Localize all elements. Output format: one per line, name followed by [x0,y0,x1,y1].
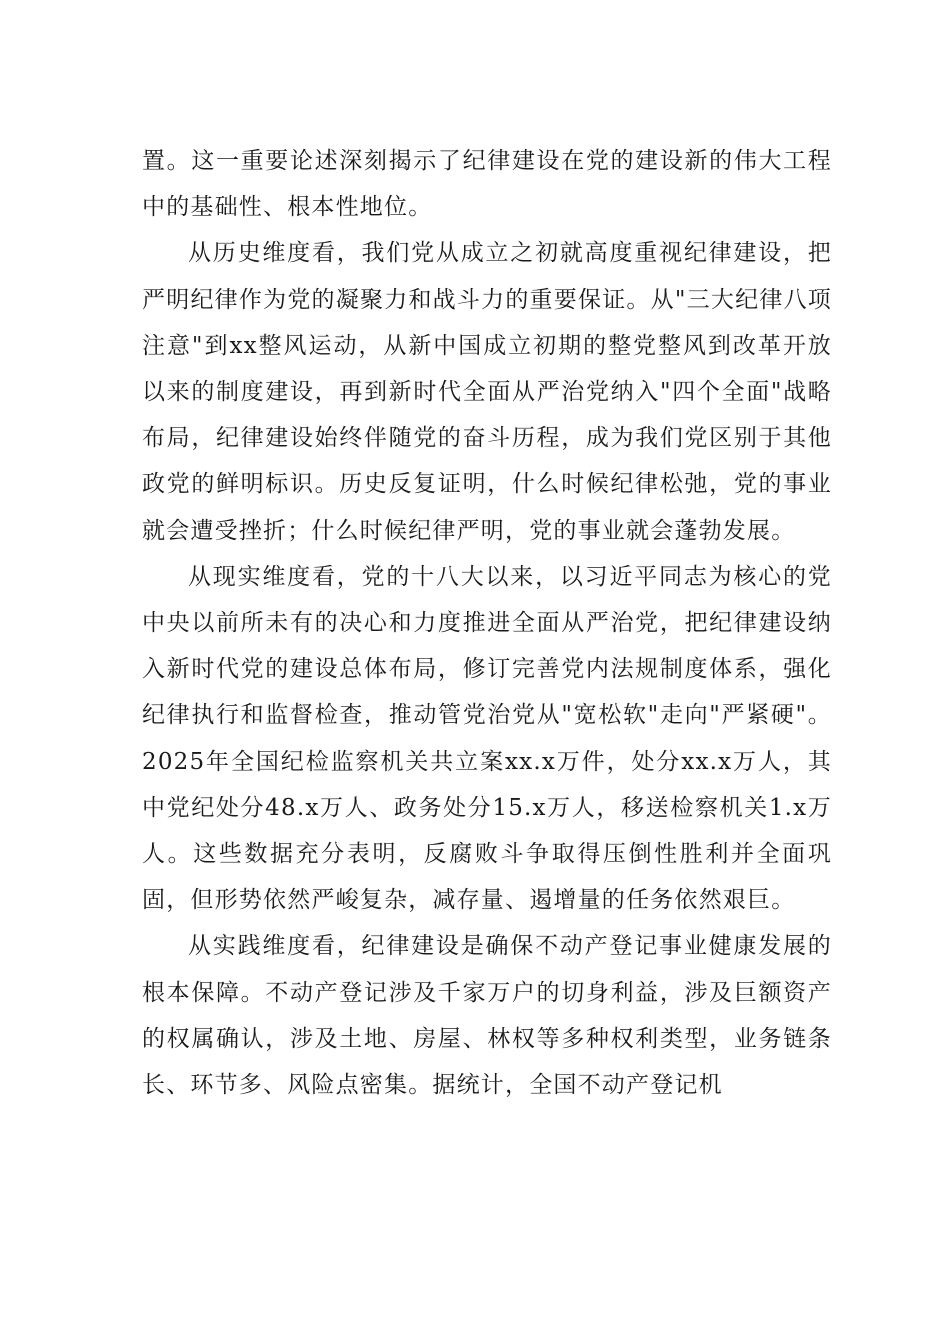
paragraph-historical-dimension: 从历史维度看，我们党从成立之初就高度重视纪律建设，把严明纪律作为党的凝聚力和战斗力的重要保证。从"三大纪律八项注意"到xx整风运动，从新中国成立初期的整党整风到改革开放以来的制度建设，再到新时代全面从严治党纳入"四个全面"战略布局，纪律建设始终伴随党的奋斗历程，成为我们党区别于其他政党的鲜明标识。历史反复证明，什么时候纪律松弛，党的事业就会遭受挫折；什么时候纪律严明，党的事业就会蓬勃发展。 [142,240,832,544]
paragraph-continuation: 置。这一重要论述深刻揭示了纪律建设在党的建设新的伟大工程中的基础性、根本性地位。 [142,148,832,221]
document-body [142,138,832,1108]
paragraph-practical-dimension: 从实践维度看，纪律建设是确保不动产登记事业健康发展的根本保障。不动产登记涉及千家万户的切身利益，涉及巨额资产的权属确认，涉及土地、房屋、林权等多种权利类型，业务链条长、环节多、风险点密集。据统计，全国不动产登记机 [142,933,832,1099]
paragraph-realistic-dimension: 从现实维度看，党的十八大以来，以习近平同志为核心的党中央以前所未有的决心和力度推进全面从严治党，把纪律建设纳入新时代党的建设总体布局，修订完善党内法规制度体系，强化纪律执行和监督检查，推动管党治党从"宽松软"走向"严紧硬"。2025年全国纪检监察机关共立案xx.x万件，处分xx.x万人，其中党纪处分48.x万人、政务处分15.x万人，移送检察机关1.x万人。这些数据充分表明，反腐败斗争取得压倒性胜利并全面巩固，但形势依然严峻复杂，减存量、遏增量的任务依然艰巨。 [142,563,832,914]
